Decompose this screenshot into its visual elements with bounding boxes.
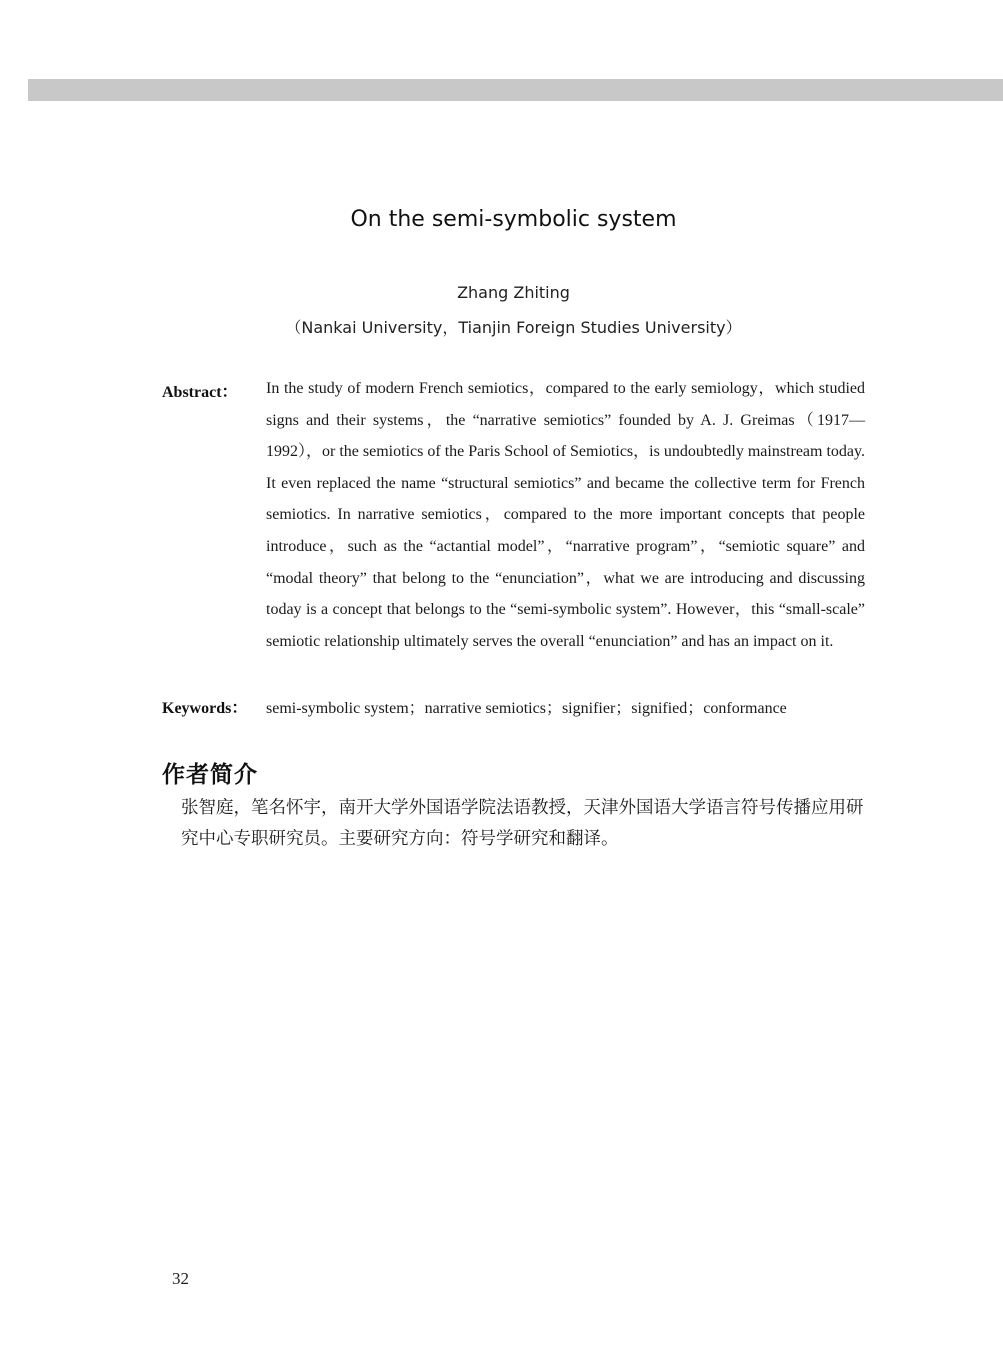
author-affiliation: （Nankai University，Tianjin Foreign Studies University）: [285, 318, 742, 337]
abstract-text: In the study of modern French semiotics，compared to the early semiology，which studied signs and their systems，the “narrative semiotics” founded by A. J. Greimas（1917—1992），or the semiotics of the Paris School of Semiotics，is undoubtedly mainstream today. It even replaced the name “structural semiotics” and became the collective term for French semiotics. In narrative semiotics，compared to the more important concepts that people introduce，such as the “actantial model”，“narrative program”，“semiotic square” and “modal theory” that belong to the “enunciation”，what we are introducing and discussing today is a concept that belongs to the “semi-symbolic system”. However，this “small-scale” semiotic relationship ultimately serves the overall “enunciation” and has an impact on it.: [266, 380, 866, 650]
keywords-text: semi-symbolic system；narrative semiotics；signifier；signified；conformance: [266, 700, 787, 717]
author-bio-heading: 作者简介: [162, 762, 258, 788]
paper-title: On the semi-symbolic system: [350, 207, 677, 232]
author-bio-text: 张智庭，笔名怀宇，南开大学外国语学院法语教授，天津外国语大学语言符号传播应用研究中心专职研究员。主要研究方向：符号学研究和翻译。: [181, 798, 864, 849]
abstract-label: Abstract：: [162, 384, 238, 401]
keywords-label: Keywords：: [162, 700, 248, 717]
author-name: Zhang Zhiting: [457, 283, 570, 302]
header-bar: [28, 79, 1003, 101]
page-number: 32: [172, 1269, 189, 1288]
